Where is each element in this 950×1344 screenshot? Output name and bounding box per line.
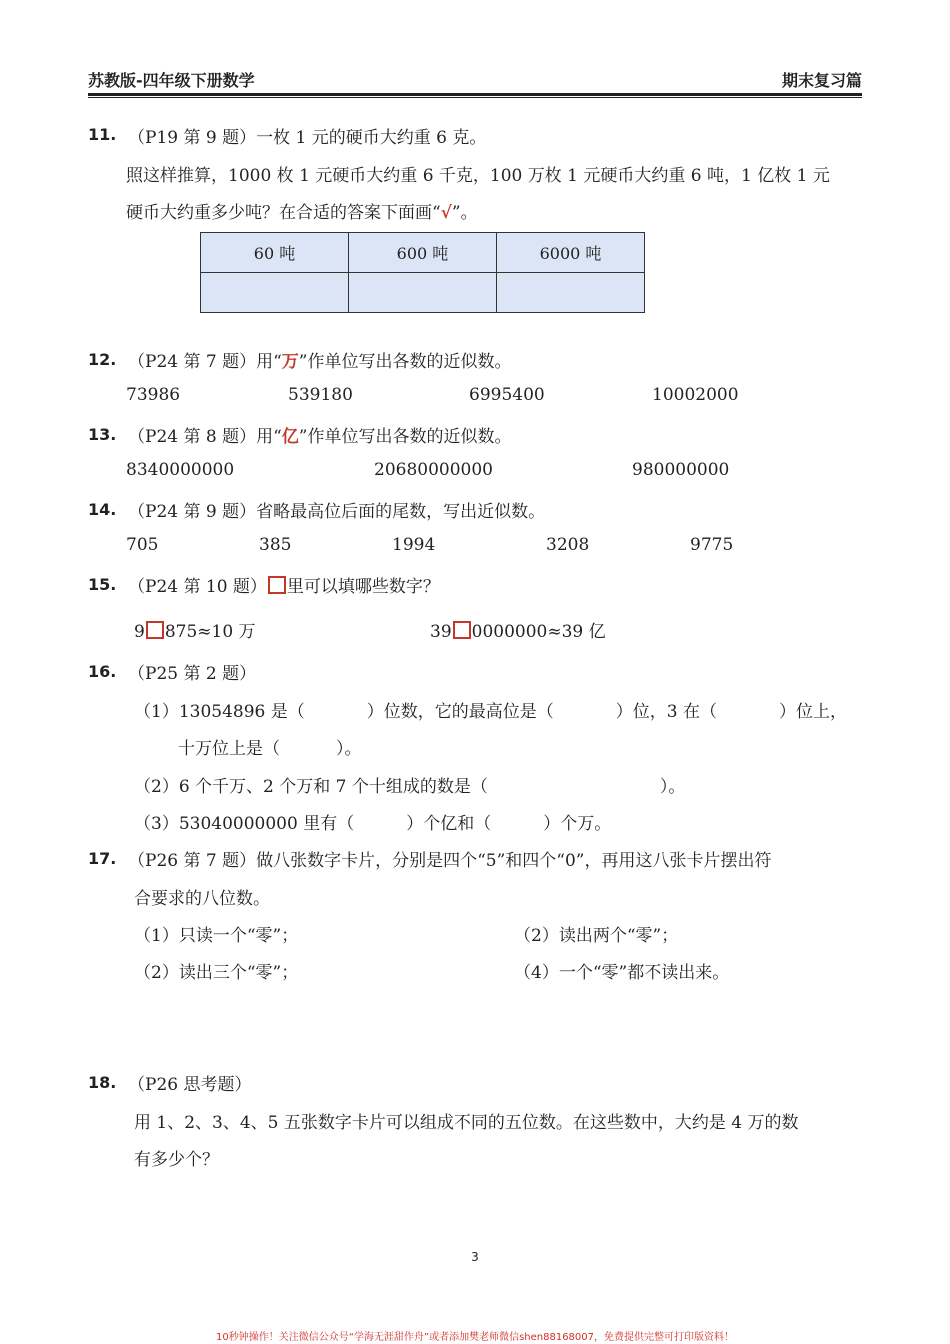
q11-number: 11. <box>88 125 117 144</box>
q12-value: 73986 <box>126 385 181 405</box>
q15-eq1-b: 875≈10 万 <box>164 622 256 642</box>
answer-table <box>200 232 645 313</box>
q15-eq2-b: 0000000≈39 亿 <box>471 622 606 642</box>
q15-number: 15. <box>88 575 117 594</box>
q13-value: 980000000 <box>632 460 730 480</box>
q13-title <box>128 422 512 447</box>
q15-title-b: 里可以填哪些数字？ <box>286 577 440 597</box>
q15-eq2 <box>430 617 606 642</box>
q12-title-a: （P24 第 7 题）用“ <box>128 352 282 372</box>
q11-line2-a: 硬币大约重多少吨？在合适的答案下面画“ <box>126 203 441 223</box>
q17-sub1: （1）只读一个“零”； <box>134 926 299 946</box>
answer-cell-2[interactable] <box>349 273 497 313</box>
q14-value: 3208 <box>546 535 590 555</box>
q18-line1: 用 1、2、3、4、5 五张数字卡片可以组成不同的五位数。在这些数中，大约是 4 万的数 <box>134 1113 799 1133</box>
q13-number: 13. <box>88 425 117 444</box>
q17-sub3: （2）读出三个“零”； <box>134 963 299 983</box>
q16-p1-f: ）。 <box>336 739 362 759</box>
q13-value: 20680000000 <box>374 460 493 480</box>
q16-p2 <box>134 772 685 797</box>
q12-value: 6995400 <box>469 385 545 405</box>
q17-number: 17. <box>88 849 117 868</box>
page-number: 3 <box>471 1250 479 1264</box>
q16-p1-e: 十万位上是（ <box>178 739 280 759</box>
check-mark: √ <box>440 203 452 223</box>
q18-title: （P26 思考题） <box>128 1075 252 1095</box>
q18-number: 18. <box>88 1073 117 1092</box>
header-rule <box>88 93 862 96</box>
q14-value: 9775 <box>690 535 734 555</box>
q15-eq2-a: 39 <box>430 622 452 642</box>
q15-title <box>128 572 440 597</box>
q16-p1-a: （1）13054896 是（ <box>134 702 305 722</box>
blank-box-icon <box>268 576 286 594</box>
q11-line2 <box>126 198 478 223</box>
table-header-600: 600 吨 <box>349 233 497 273</box>
q16-p1-c: ）位，3 在（ <box>615 702 717 722</box>
q17-sub2: （2）读出两个“零”； <box>514 926 679 946</box>
q16-p1 <box>134 697 847 722</box>
q12-number: 12. <box>88 350 117 369</box>
q16-title: （P25 第 2 题） <box>128 664 257 684</box>
q16-p3-c: ）个万。 <box>543 814 612 834</box>
q14-value: 385 <box>259 535 292 555</box>
q16-p2-b: ）。 <box>659 777 686 797</box>
q17-line2: 合要求的八位数。 <box>134 889 270 909</box>
q16-p3-a: （3）53040000000 里有（ <box>134 814 355 834</box>
q13-title-a: （P24 第 8 题）用“ <box>128 427 282 447</box>
q14-number: 14. <box>88 500 117 519</box>
answer-cell-1[interactable] <box>201 273 349 313</box>
q11-line2-b: ”。 <box>451 203 478 223</box>
footer-notice: 10秒钟操作！关注微信公众号“学海无涯甜作舟”或者添加樊老师微信shen88168007，免费提供完整可打印版资料！ <box>215 1332 735 1343</box>
q16-p3-b: ）个亿和（ <box>406 814 492 834</box>
q12-value: 539180 <box>288 385 353 405</box>
q15-eq1 <box>134 617 256 642</box>
q13-title-b: ”作单位写出各数的近似数。 <box>298 427 512 447</box>
q12-title <box>128 347 512 372</box>
q16-number: 16. <box>88 662 117 681</box>
q16-p1-d: ）位上， <box>778 702 847 722</box>
q16-p1-b: ）位数，它的最高位是（ <box>366 702 554 722</box>
unit-yi: 亿 <box>281 427 299 447</box>
q16-p1-cont <box>178 734 362 759</box>
q11-line1: 照这样推算，1000 枚 1 元硬币大约重 6 千克，100 万枚 1 元硬币大约重 6 吨，1 亿枚 1 元 <box>126 166 830 186</box>
table-header-60: 60 吨 <box>201 233 349 273</box>
header-section: 期末复习篇 <box>781 71 862 90</box>
q17-line1: （P26 第 7 题）做八张数字卡片，分别是四个“5”和四个“0”，再用这八张卡片摆出符 <box>128 851 772 871</box>
q16-p3 <box>134 809 611 834</box>
q15-title-a: （P24 第 10 题） <box>128 577 267 597</box>
q12-value: 10002000 <box>652 385 739 405</box>
q14-value: 1994 <box>392 535 436 555</box>
fill-box[interactable] <box>146 621 164 639</box>
q14-title: （P24 第 9 题）省略最高位后面的尾数，写出近似数。 <box>128 502 546 522</box>
q14-value: 705 <box>126 535 159 555</box>
unit-wan: 万 <box>281 352 299 372</box>
answer-cell-3[interactable] <box>497 273 645 313</box>
header-rule-thin <box>88 97 862 98</box>
q17-sub4: （4）一个“零”都不读出来。 <box>514 963 730 983</box>
q11-title: （P19 第 9 题）一枚 1 元的硬币大约重 6 克。 <box>128 128 487 148</box>
q18-line2: 有多少个？ <box>134 1150 219 1170</box>
table-header-6000: 6000 吨 <box>497 233 645 273</box>
q12-title-b: ”作单位写出各数的近似数。 <box>298 352 512 372</box>
q13-value: 8340000000 <box>126 460 235 480</box>
q16-p2-a: （2）6 个千万、2 个万和 7 个十组成的数是（ <box>134 777 488 797</box>
header-title: 苏教版-四年级下册数学 <box>88 71 255 90</box>
q15-eq1-a: 9 <box>134 622 145 642</box>
fill-box[interactable] <box>453 621 471 639</box>
